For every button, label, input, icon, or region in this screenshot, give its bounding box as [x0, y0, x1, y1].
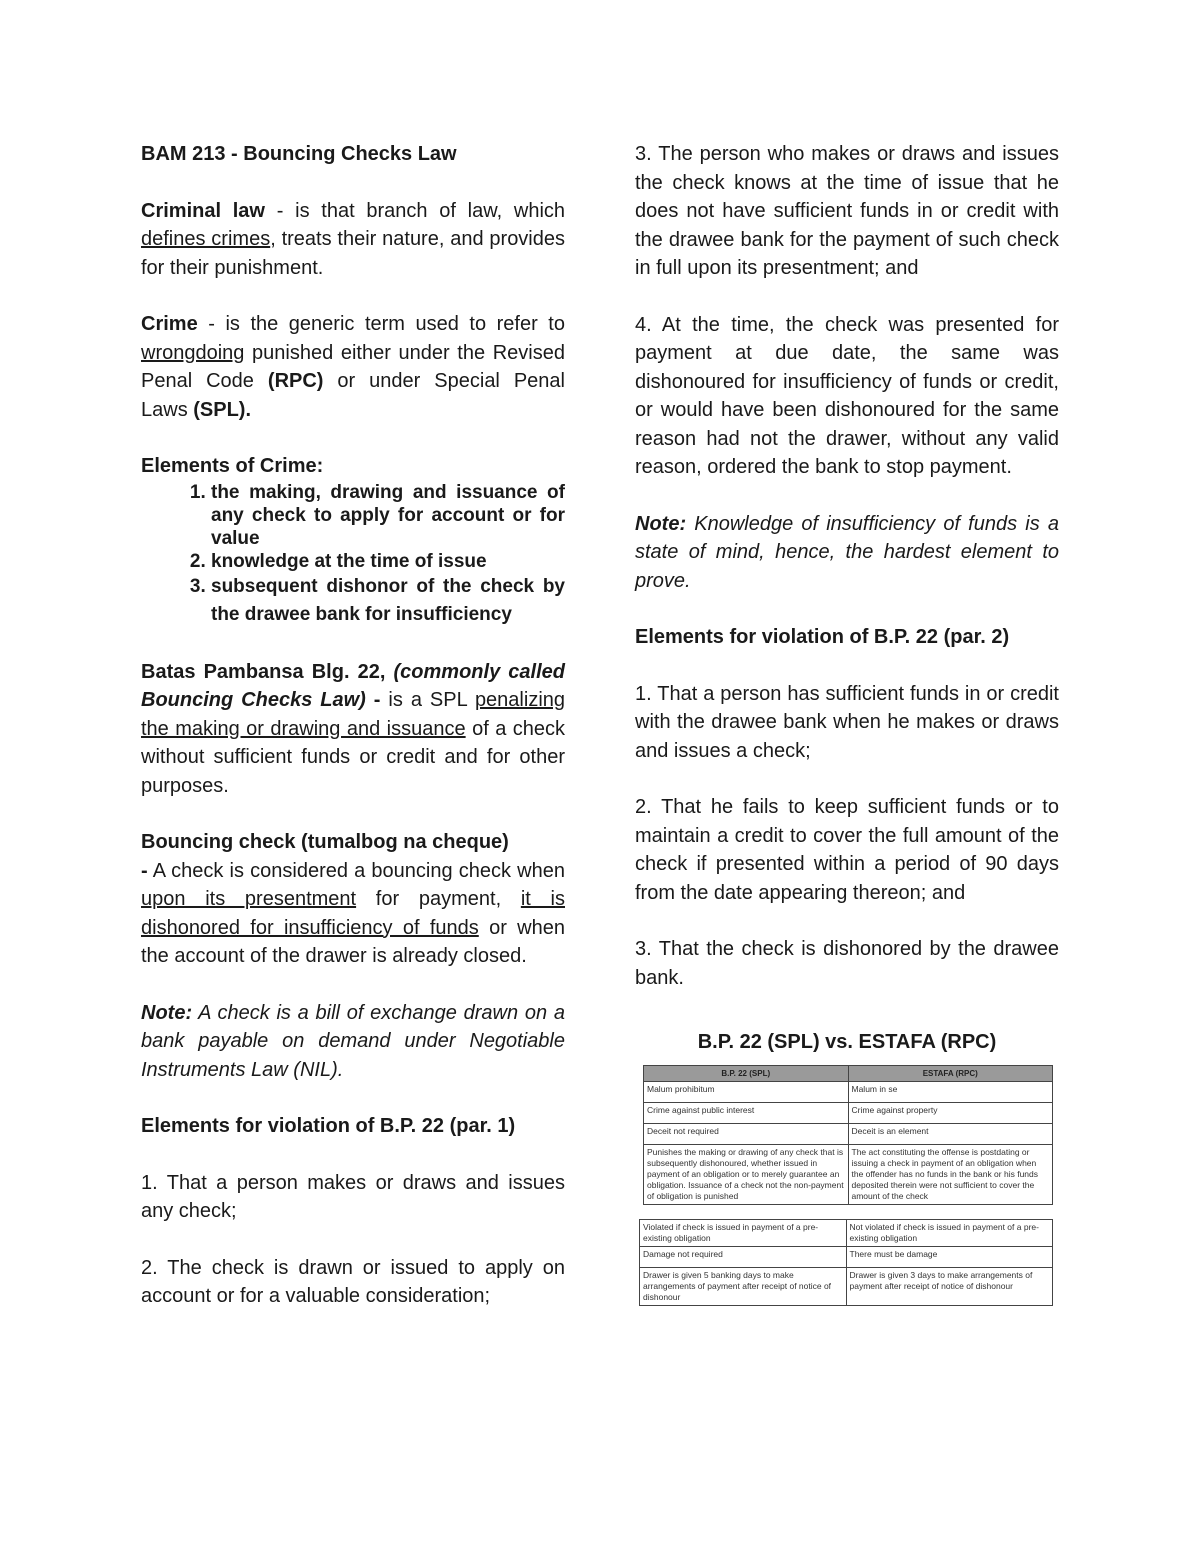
underlined-text: wrongdoing [141, 341, 245, 364]
table-cell: Drawer is given 3 days to make arrangements of payment after receipt of notice of dishonour [846, 1267, 1053, 1305]
left-column [141, 140, 565, 1339]
heading: Bouncing check (tumalbog na cheque) [141, 831, 509, 853]
text: - is that branch of law, which [265, 199, 566, 222]
par2-item: 1. That a person has sufficient funds in or credit with the drawee bank when he makes or draws and issues a check; [635, 682, 1059, 762]
text: A check is considered a bouncing check when [147, 859, 565, 882]
comparison-title: B.P. 22 (SPL) vs. ESTAFA (RPC) [697, 1031, 997, 1053]
text: , treats their nature, and provides for their punishment. [141, 228, 566, 279]
table-header: ESTAFA (RPC) [848, 1065, 1053, 1081]
par1-heading: Elements for violation of B.P. 22 (par. 1) [141, 1115, 516, 1137]
list-item: 3. subsequent dishonor of the check by the drawee bank for insufficiency [211, 573, 565, 630]
table-cell: Violated if check is issued in payment of a pre-existing obligation [640, 1219, 847, 1246]
text: is a SPL [380, 689, 475, 711]
text: for payment, [356, 888, 521, 910]
underlined-text: upon its presentment [141, 888, 357, 910]
text: or under Special Penal Laws [141, 370, 565, 421]
underlined-text: it is dishonored for insufficiency of funds [141, 888, 565, 939]
table-cell: There must be damage [846, 1246, 1053, 1267]
comparison-table-continued [639, 1219, 1053, 1306]
table-cell: Drawer is given 5 banking days to make arrangements of payment after receipt of notice of dishonour [640, 1267, 847, 1305]
table-row [640, 1219, 1053, 1246]
bold-text: (RPC) [267, 370, 324, 392]
list-item: 2. knowledge at the time of issue [211, 550, 565, 573]
criminal-law-definition [141, 197, 565, 283]
bouncing-check-definition [141, 828, 565, 971]
table-cell: Deceit is an element [848, 1123, 1053, 1144]
table-cell: Punishes the making or drawing of any check that is subsequently dishonoured, whether issued in payment of an obligation or to merely guarantee an obligation. Issuance of a check not the non-payment of obligation is punished [644, 1144, 849, 1204]
underlined-text: defines crimes [141, 228, 271, 250]
note-label: Note: [635, 512, 687, 535]
bold-italic-text: (commonly called Bouncing Checks Law) [141, 660, 565, 711]
bold-text: (SPL). [193, 398, 252, 421]
note-text: Knowledge of insufficiency of funds is a state of mind, hence, the hardest element to prove. [635, 512, 1059, 592]
text: - is the generic term used to refer to [197, 313, 565, 335]
table-cell: Malum in se [848, 1081, 1053, 1102]
list-item: 1. the making, drawing and issuance of any check to apply for account or for value [211, 481, 565, 550]
elements-heading: Elements of Crime: [141, 455, 324, 477]
note-check [141, 999, 565, 1085]
par1-item: 1. That a person makes or draws and issues any check; [141, 1171, 565, 1222]
bold-text: - [365, 689, 381, 711]
table-row [644, 1144, 1053, 1204]
comparison-table [643, 1065, 1053, 1205]
table-cell: The act constituting the offense is postdating or issuing a check in payment of an obligation when the offender has no funds in the bank or his funds deposited therein were not sufficient to cover the amount of the check [848, 1144, 1053, 1204]
term: Crime [141, 313, 198, 335]
table-cell: Not violated if check is issued in payment of a pre-existing obligation [846, 1219, 1053, 1246]
par2-item: 3. That the check is dishonored by the drawee bank. [635, 938, 1059, 989]
note-knowledge [635, 510, 1059, 596]
table-cell: Crime against property [848, 1102, 1053, 1123]
table-cell: Malum prohibitum [644, 1081, 849, 1102]
par1-item: 4. At the time, the check was presented for payment at due date, the same was dishonoured for insufficiency of funds or credit, or would have been dishonoured for the same reason had not the drawer, without any valid reason, ordered the bank to stop payment. [635, 313, 1059, 478]
par1-item: 2. The check is drawn or issued to apply on account or for a valuable consideration; [141, 1256, 565, 1307]
table-row [644, 1102, 1053, 1123]
par1-item: 3. The person who makes or draws and issues the check knows at the time of issue that he does not have sufficient funds in or credit with the drawee bank for the payment of such check in full upon its presentment; and [635, 143, 1059, 279]
elements-list [141, 481, 565, 630]
table-row [644, 1123, 1053, 1144]
table-cell: Crime against public interest [644, 1102, 849, 1123]
table-row [640, 1267, 1053, 1305]
text: punished either under the Revised Penal Code [141, 341, 565, 392]
par2-item: 2. That he fails to keep sufficient funds or to maintain a credit to cover the full amount of the check if presented within a period of 90 days from the date appearing thereon; and [635, 796, 1059, 904]
table-row [644, 1081, 1053, 1102]
bold-text: - [141, 859, 148, 882]
note-text: A check is a bill of exchange drawn on a bank payable on demand under Negotiable Instruments Law (NIL). [141, 1001, 565, 1081]
term: Criminal law [141, 199, 265, 222]
table-cell: Deceit not required [644, 1123, 849, 1144]
text: of a check without sufficient funds or credit and for other purposes. [141, 717, 566, 797]
right-column [635, 140, 1059, 1306]
document-title: BAM 213 - Bouncing Checks Law [141, 143, 457, 165]
underlined-text: penalizing the making or drawing and issuance [141, 689, 566, 740]
table-header: B.P. 22 (SPL) [644, 1065, 849, 1081]
table-header-row [644, 1065, 1053, 1081]
table-cell: Damage not required [640, 1246, 847, 1267]
text: or when the account of the drawer is already closed. [141, 916, 565, 967]
bold-text: Batas Pambansa Blg. 22, [141, 660, 386, 683]
crime-definition [141, 310, 565, 424]
par2-heading: Elements for violation of B.P. 22 (par. 2) [635, 626, 1010, 648]
note-label: Note: [141, 1001, 193, 1024]
bp22-definition [141, 658, 565, 801]
table-row [640, 1246, 1053, 1267]
